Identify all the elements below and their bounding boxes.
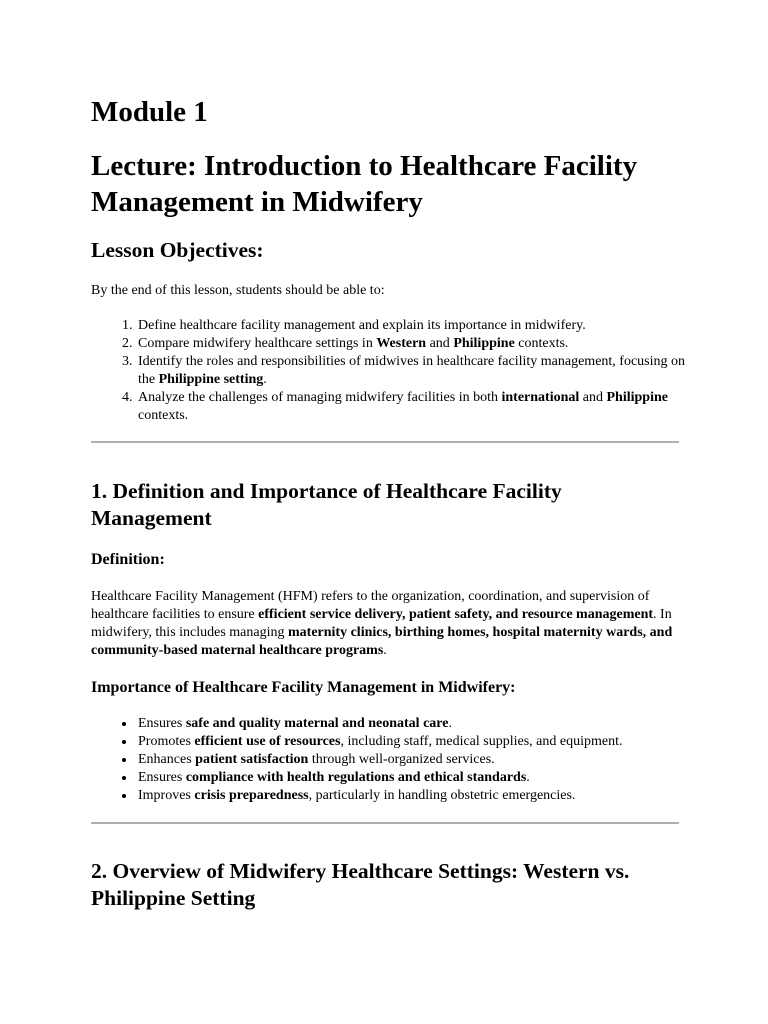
definition-heading: Definition:	[91, 551, 165, 568]
objective-item: 3. Identify the roles and responsibilities of midwives in healthcare facility management, focusing on the Philippine setting.	[136, 353, 686, 389]
importance-item: • Ensures compliance with health regulations and ethical standards.	[136, 769, 686, 787]
section-divider	[91, 441, 679, 443]
module-title: Module 1	[91, 96, 208, 128]
objectives-heading: Lesson Objectives:	[91, 238, 264, 262]
objective-item: 1. Define healthcare facility management and explain its importance in midwifery.	[136, 317, 686, 335]
objective-item: 2. Compare midwifery healthcare settings in Western and Philippine contexts.	[136, 335, 686, 353]
section-divider	[91, 822, 679, 824]
definition-paragraph: Healthcare Facility Management (HFM) refers to the organization, coordination, and supervision of healthcare facilities to ensure efficient service delivery, patient safety, and resource management. In midwifery, this includes managing maternity clinics, birthing homes, hospital maternity wards, and community-based maternal healthcare programs.	[91, 589, 673, 658]
objectives-intro: By the end of this lesson, students should be able to:	[91, 283, 385, 298]
objectives-list	[91, 317, 686, 425]
importance-item: • Ensures safe and quality maternal and neonatal care.	[136, 715, 686, 733]
importance-list	[91, 715, 686, 805]
importance-heading: Importance of Healthcare Facility Management in Midwifery:	[91, 679, 516, 696]
importance-item: • Improves crisis preparedness, particularly in handling obstetric emergencies.	[136, 787, 686, 805]
section2-heading: 2. Overview of Midwifery Healthcare Settings: Western vs. Philippine Setting	[91, 859, 630, 910]
lecture-title: Lecture: Introduction to Healthcare Facility Management in Midwifery	[91, 150, 638, 218]
importance-item: • Promotes efficient use of resources, including staff, medical supplies, and equipment.	[136, 733, 686, 751]
objective-item: 4. Analyze the challenges of managing midwifery facilities in both international and Philippine contexts.	[136, 389, 686, 425]
section1-heading: 1. Definition and Importance of Healthcare Facility Management	[91, 479, 562, 530]
importance-item: • Enhances patient satisfaction through well-organized services.	[136, 751, 686, 769]
